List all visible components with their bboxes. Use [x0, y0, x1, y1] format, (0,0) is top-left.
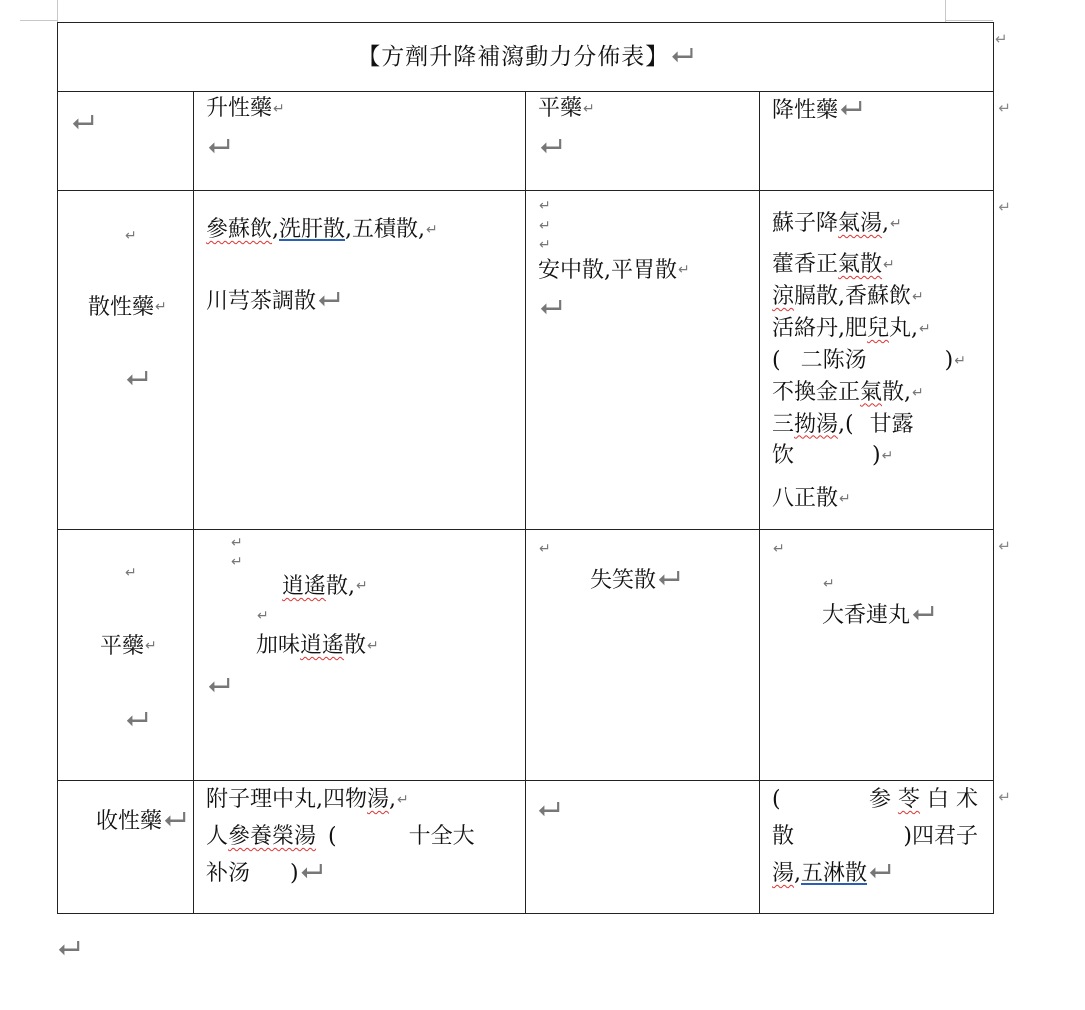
paragraph-mark-icon: ↵: [912, 288, 924, 305]
header-corner-cell: [58, 92, 194, 191]
paragraph-mark-icon: ⮠: [208, 128, 231, 162]
row-end-mark-icon: ↵: [998, 198, 1011, 216]
formula-anzhong-pingwei: 安中散,平胃散: [538, 257, 677, 283]
formula-jiawei-part: 散: [344, 633, 367, 659]
crop-mark-top-right-v: [945, 0, 946, 22]
formula-sijunzi-part: )四君子: [903, 824, 978, 849]
row-astringent: [58, 781, 994, 914]
formula-shenling-part: 白: [926, 787, 949, 812]
formula-suzi-part: 氣湯: [838, 211, 883, 236]
header-col-neutral: [526, 92, 760, 191]
paragraph-mark-icon: ↵: [426, 221, 438, 238]
formula-shenling-part: 参: [868, 787, 891, 812]
row-dispersing: [58, 191, 994, 530]
formula-chuanxiong: 川芎茶調散: [206, 288, 317, 314]
formula-ganlu-part: ): [872, 443, 881, 469]
formula-huoluo-part: 丸,: [889, 315, 919, 341]
formula-shensuyin: 參蘇飲: [206, 217, 273, 242]
row-dispersing-descending-cell: 蘇子降氣湯,↵ 藿香正氣散↵ 涼膈散,香蘇飲↵ 活絡丹,肥兒丸,↵ ( 二陈汤 )↵ 不換金正氣散,↵ 三拗湯,( 甘露 饮 )↵ 八正散↵ ↵: [760, 191, 994, 530]
formula-buhuanjin-part: 不換金正: [772, 379, 861, 405]
crop-mark-top-left: [20, 20, 57, 21]
formula-huoluo-part: 兒: [867, 315, 890, 341]
formula-fuzi-part: 附子理中丸,四物: [206, 787, 367, 812]
formula-shenling-part: (: [772, 787, 781, 812]
paragraph-mark-icon: ↵: [823, 576, 835, 593]
formula-daxianglian: 大香連丸: [822, 603, 911, 629]
row-astringent-neutral-cell: [526, 781, 760, 914]
paragraph-mark-icon: ⮠: [912, 596, 935, 630]
row-neutral-label-cell: [58, 530, 194, 781]
formula-huoxiang-part: 氣散: [838, 252, 883, 277]
paragraph-mark-icon: ↵: [397, 791, 409, 808]
paragraph-mark-icon: ⮠: [58, 931, 81, 964]
row-end-mark-icon: ↵: [995, 30, 1008, 48]
paragraph-mark-icon: ↵: [539, 198, 551, 214]
formula-erchen-part: (: [772, 347, 781, 373]
formula-erchen-part: ): [944, 347, 954, 373]
paragraph-mark-icon: ↵: [155, 299, 167, 316]
row-astringent-label: 收性藥: [96, 809, 163, 834]
row-end-mark-icon: ↵: [998, 99, 1011, 117]
paragraph-mark-icon: ↵: [356, 578, 368, 595]
formula-liangge-part: 膈散,香蘇飲: [794, 284, 912, 309]
row-end-mark-icon: ↵: [998, 788, 1011, 806]
paragraph-mark-icon: ↵: [539, 217, 551, 234]
paragraph-mark-icon: ↵: [539, 237, 551, 254]
formula-buhuanjin-part: 氣: [860, 379, 883, 405]
paragraph-mark-icon: ↵: [912, 384, 924, 401]
paragraph-mark-icon: ↵: [145, 638, 157, 655]
formula-buhuanjin-part: 散,: [882, 379, 912, 405]
paragraph-mark-icon: ↵: [257, 608, 269, 625]
formula-liangge-part: 涼: [772, 284, 795, 309]
formula-wulinsan: 五淋散: [801, 861, 868, 886]
paragraph-mark-icon: ⮠: [538, 792, 561, 825]
paragraph-mark-icon: ⮠: [208, 667, 231, 701]
formula-shenling-part: 散: [772, 824, 795, 849]
formula-wujisan: 五積散: [352, 217, 419, 242]
formula-sijunzi-part: ,: [794, 861, 802, 886]
row-dispersing-label-cell: [58, 191, 194, 530]
formula-shiquan-part: ): [290, 861, 299, 886]
paragraph-mark-icon: ↵: [678, 261, 690, 278]
paragraph-mark-icon: ⮠: [318, 281, 341, 315]
formula-erchen-part: 二陈汤: [800, 347, 867, 373]
header-descending-label: 降性藥: [772, 98, 839, 123]
paragraph-mark-icon: ↵: [539, 540, 551, 557]
paragraph-mark-icon: ↵: [125, 564, 137, 581]
paragraph-mark-icon: ↵: [839, 490, 851, 507]
header-row: [58, 92, 994, 191]
crop-mark-top-right: [945, 20, 993, 21]
header-ascending-label: 升性藥: [206, 96, 273, 121]
row-dispersing-ascending-cell: 參蘇飲,洗肝散,五積散,↵ 川芎茶調散⮠: [194, 191, 526, 530]
formula-fuzi-part: 湯: [367, 787, 390, 812]
paragraph-mark-icon: ⮠: [126, 702, 149, 736]
paragraph-mark-icon: ↵: [919, 320, 931, 337]
header-col-ascending: [194, 92, 526, 191]
row-astringent-label-cell: [58, 781, 194, 914]
formula-shiquan-part: 补汤: [206, 861, 251, 886]
formula-ganlu-part: 饮: [772, 443, 795, 469]
paragraph-mark-icon: ⮠: [671, 37, 694, 71]
paragraph-mark-icon: ↵: [883, 256, 895, 273]
formula-sanao-part: 三: [772, 411, 795, 437]
header-neutral-label: 平藥: [538, 96, 583, 121]
paragraph-mark-icon: ↵: [583, 100, 595, 117]
row-neutral-ascending-cell: [194, 530, 526, 781]
paragraph-mark-icon: ↵: [890, 215, 902, 232]
formula-sanao-part: 拗湯: [794, 411, 839, 437]
row-astringent-descending-cell: [760, 781, 1011, 914]
row-neutral-neutral-cell: [526, 530, 760, 781]
formula-shixiaosan: 失笑散: [590, 567, 657, 593]
formula-shiquan-part: 十全大: [408, 824, 475, 849]
row-end-mark-icon: ↵: [998, 537, 1011, 555]
row-neutral-descending-cell: [760, 530, 1011, 781]
formula-huoluo-part: 活絡丹,肥: [772, 315, 867, 341]
paragraph-mark-icon: ↵: [231, 535, 243, 551]
paragraph-mark-icon: ⮠: [540, 289, 563, 323]
formula-sijunzi-part: 湯: [772, 861, 795, 886]
formula-sanao-part: ,(: [838, 411, 854, 437]
formula-bazhengsan: 八正散: [772, 486, 839, 512]
paragraph-mark-icon: ↵: [125, 227, 137, 244]
formula-xiaoyao-part: 散,: [326, 573, 356, 599]
paragraph-mark-icon: ⮠: [540, 128, 563, 162]
paragraph-mark-icon: ⮠: [72, 105, 95, 138]
paragraph-mark-icon: ↵: [773, 540, 785, 557]
row-neutral: [58, 530, 994, 781]
formula-fuzi-part: ,: [389, 787, 397, 812]
row-dispersing-label: 散性藥: [88, 294, 155, 320]
formula-jiawei-part: 逍遙: [300, 633, 345, 659]
formula-renshen-part: 參養榮湯: [228, 824, 317, 849]
formula-shenling-part: 术: [955, 787, 978, 812]
formula-huoxiang-part: 藿香正: [772, 252, 839, 277]
table-title: 【方劑升降補瀉動力分佈表】: [357, 43, 670, 70]
row-dispersing-neutral-cell: [526, 191, 760, 530]
formula-xiganshan: 洗肝散: [279, 217, 346, 242]
formula-suzi-part: 蘇子降: [772, 211, 839, 236]
paragraph-mark-icon: ⮠: [126, 361, 149, 395]
row-astringent-ascending-cell: [194, 781, 526, 914]
paragraph-mark-icon: ⮠: [300, 854, 324, 887]
title-cell: [58, 23, 994, 92]
paragraph-mark-icon: ↵: [881, 448, 894, 465]
row-neutral-label: 平藥: [100, 633, 145, 659]
paragraph-mark-icon: ⮠: [658, 560, 681, 594]
header-col-descending: [760, 91, 1011, 191]
formula-shenling-part: 苓: [897, 787, 920, 812]
paragraph-mark-icon: ⮠: [869, 854, 892, 887]
title-row: [58, 23, 994, 92]
formula-shiquan-part: (: [328, 824, 337, 849]
paragraph-mark-icon: ⮠: [840, 91, 863, 124]
formula-jiawei-part: 加味: [256, 633, 301, 659]
paragraph-mark-icon: ↵: [954, 352, 966, 369]
paragraph-mark-icon: ⮠: [164, 802, 187, 835]
paragraph-mark-icon: ↵: [367, 637, 379, 654]
prescription-table: [57, 22, 1011, 914]
paragraph-mark-icon: ↵: [231, 553, 243, 570]
formula-ganlu-part: 甘露: [869, 411, 914, 437]
formula-xiaoyao: 逍遙: [282, 573, 327, 599]
paragraph-mark-icon: ↵: [273, 100, 285, 117]
formula-renshen-part: 人: [206, 824, 229, 849]
crop-mark-top-left-v: [57, 0, 58, 22]
